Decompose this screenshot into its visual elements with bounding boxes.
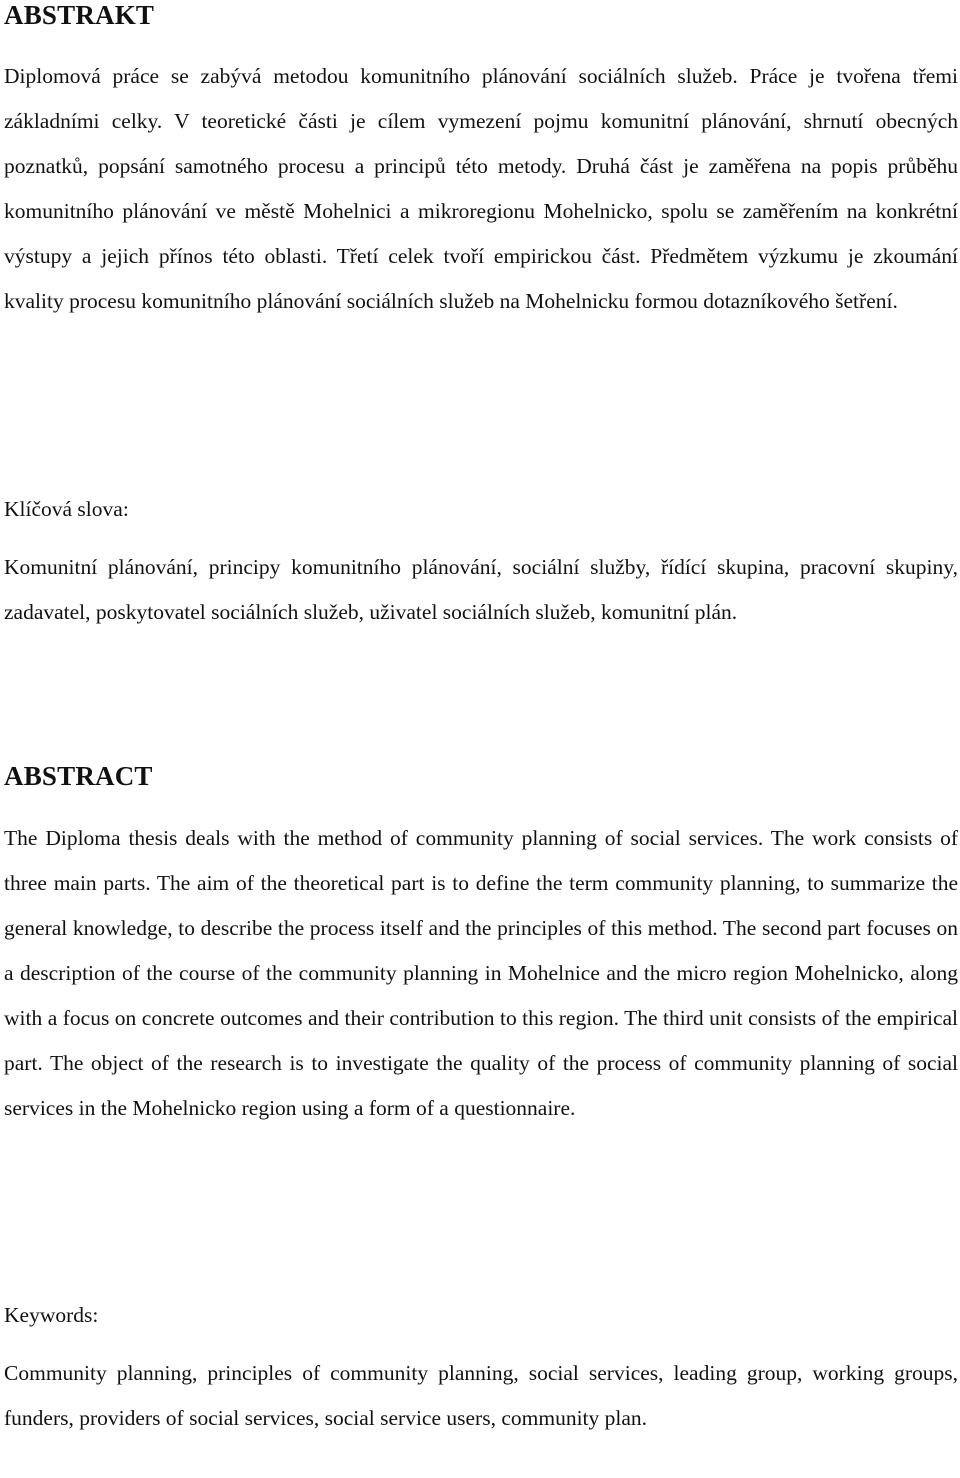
czech-abstract-heading: ABSTRAKT [4, 0, 155, 30]
english-abstract-heading: ABSTRACT [4, 761, 153, 791]
czech-abstract-text: Diplomová práce se zabývá metodou komunitního plánování sociálních služeb. Práce je tvořena třemi základními celky. V teoretické části je cílem vymezení pojmu komunitní plánování, shrnutí obecných poznatků, popsání samotného procesu a principů této metody. Druhá část je zaměřena na popis průběhu komunitního plánování ve městě Mohelnici a mikroregionu Mohelnicko, spolu se zaměřením na konkrétní výstupy a jejich přínos této oblasti. Třetí celek tvoří empirickou část. Předmětem výzkumu je zkoumání kvality procesu komunitního plánování sociálních služeb na Mohelnicku formou dotazníkového šetření. [4, 64, 958, 313]
english-keywords-label: Keywords: [4, 1303, 99, 1327]
english-keywords-text: Community planning, principles of community planning, social services, leading group, working groups, funders, providers of social services, social service users, community plan. [4, 1361, 958, 1430]
czech-keywords-label: Klíčová slova: [4, 497, 129, 521]
english-abstract-text: The Diploma thesis deals with the method of community planning of social services. The work consists of three main parts. The aim of the theoretical part is to define the term community planning, to summarize the general knowledge, to describe the process itself and the principles of this method. The second part focuses on a description of the course of the community planning in Mohelnice and the micro region Mohelnicko, along with a focus on concrete outcomes and their contribution to this region. The third unit consists of the empirical part. The object of the research is to investigate the quality of the process of community planning of social services in the Mohelnicko region using a form of a questionnaire. [4, 826, 958, 1120]
czech-keywords-text: Komunitní plánování, principy komunitního plánování, sociální služby, řídící skupina, pracovní skupiny, zadavatel, poskytovatel sociálních služeb, uživatel sociálních služeb, komunitní plán. [4, 555, 958, 624]
